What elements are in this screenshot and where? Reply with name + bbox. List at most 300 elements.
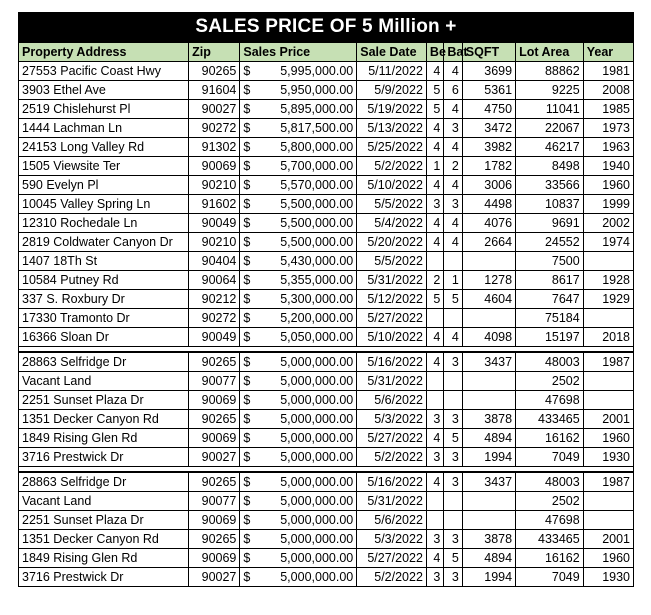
price-amount: 5,000,000.00 [280,449,354,464]
cell-sqft[interactable] [462,511,515,530]
price-amount: 5,995,000.00 [280,63,354,78]
cell-date[interactable]: 5/11/2022 [357,62,427,81]
cell-lot[interactable]: 16162 [516,429,584,448]
cell-beds[interactable] [426,309,443,328]
cell-date[interactable]: 5/16/2022 [357,352,427,372]
cell-year[interactable]: 1960 [583,176,633,195]
price-amount: 5,500,000.00 [280,234,354,249]
cell-price[interactable] [240,176,357,195]
cell-price[interactable] [240,309,357,328]
cell-beds[interactable]: 4 [426,119,443,138]
cell-zip[interactable]: 90272 [189,119,240,138]
table-row [19,62,634,81]
col-header-address[interactable]: Property Address [19,43,189,62]
currency-symbol: $ [243,354,251,369]
cell-price[interactable] [240,100,357,119]
cell-beds[interactable]: 2 [426,271,443,290]
cell-beds[interactable]: 3 [426,448,443,467]
cell-address[interactable]: 1407 18Th St [19,252,189,271]
cell-year[interactable] [583,492,633,511]
cell-sqft[interactable]: 3437 [462,472,515,492]
currency-symbol: $ [243,82,251,97]
cell-zip[interactable]: 90027 [189,100,240,119]
cell-address[interactable]: 1444 Lachman Ln [19,119,189,138]
cell-baths[interactable] [444,511,462,530]
cell-date[interactable]: 5/10/2022 [357,328,427,347]
cell-price[interactable] [240,195,357,214]
cell-zip[interactable]: 90069 [189,429,240,448]
cell-date[interactable]: 5/10/2022 [357,176,427,195]
cell-lot[interactable]: 48003 [516,472,584,492]
currency-symbol: $ [243,272,251,287]
cell-address[interactable]: 1849 Rising Glen Rd [19,429,189,448]
cell-zip[interactable]: 90272 [189,309,240,328]
cell-year[interactable]: 1987 [583,472,633,492]
cell-beds[interactable]: 3 [426,530,443,549]
cell-price[interactable] [240,410,357,429]
currency-symbol: $ [243,139,251,154]
cell-zip[interactable]: 90069 [189,157,240,176]
cell-lot[interactable]: 8617 [516,271,584,290]
col-header-year[interactable]: Year [583,43,633,62]
cell-baths[interactable] [444,492,462,511]
cell-beds[interactable]: 4 [426,549,443,568]
cell-beds[interactable]: 5 [426,100,443,119]
price-amount: 5,000,000.00 [280,411,354,426]
cell-baths[interactable]: 4 [444,138,462,157]
currency-symbol: $ [243,291,251,306]
cell-zip[interactable]: 90404 [189,252,240,271]
cell-lot[interactable]: 2502 [516,372,584,391]
cell-lot[interactable]: 47698 [516,391,584,410]
table-row [19,429,634,448]
cell-address[interactable]: Vacant Land [19,492,189,511]
cell-address[interactable]: 27553 Pacific Coast Hwy [19,62,189,81]
cell-zip[interactable]: 90210 [189,176,240,195]
cell-price[interactable] [240,81,357,100]
price-amount: 5,000,000.00 [280,512,354,527]
cell-lot[interactable]: 7647 [516,290,584,309]
cell-lot[interactable]: 46217 [516,138,584,157]
cell-date[interactable]: 5/20/2022 [357,233,427,252]
cell-lot[interactable]: 2502 [516,492,584,511]
cell-zip[interactable]: 91604 [189,81,240,100]
cell-address[interactable]: 24153 Long Valley Rd [19,138,189,157]
cell-sqft[interactable] [462,252,515,271]
cell-beds[interactable]: 1 [426,157,443,176]
cell-baths[interactable]: 5 [444,429,462,448]
cell-zip[interactable]: 90027 [189,448,240,467]
cell-baths[interactable]: 6 [444,81,462,100]
cell-date[interactable]: 5/27/2022 [357,309,427,328]
cell-address[interactable]: 10584 Putney Rd [19,271,189,290]
cell-year[interactable]: 1973 [583,119,633,138]
cell-date[interactable]: 5/19/2022 [357,100,427,119]
table-row [19,410,634,429]
cell-sqft[interactable]: 3982 [462,138,515,157]
cell-baths[interactable]: 2 [444,157,462,176]
cell-zip[interactable]: 90265 [189,472,240,492]
cell-baths[interactable]: 3 [444,352,462,372]
cell-date[interactable]: 5/2/2022 [357,157,427,176]
cell-zip[interactable]: 90049 [189,214,240,233]
cell-price[interactable] [240,511,357,530]
cell-beds[interactable]: 4 [426,176,443,195]
cell-lot[interactable]: 433465 [516,530,584,549]
cell-date[interactable]: 5/6/2022 [357,511,427,530]
cell-beds[interactable] [426,391,443,410]
cell-lot[interactable]: 22067 [516,119,584,138]
cell-baths[interactable]: 4 [444,62,462,81]
cell-date[interactable]: 5/2/2022 [357,568,427,587]
cell-beds[interactable] [426,511,443,530]
cell-baths[interactable]: 1 [444,271,462,290]
price-amount: 5,500,000.00 [280,196,354,211]
cell-price[interactable] [240,328,357,347]
price-amount: 5,800,000.00 [280,139,354,154]
table-row [19,309,634,328]
col-header-zip[interactable]: Zip [189,43,240,62]
cell-date[interactable]: 5/13/2022 [357,119,427,138]
cell-sqft[interactable]: 3472 [462,119,515,138]
cell-address[interactable]: 1351 Decker Canyon Rd [19,530,189,549]
cell-sqft[interactable] [462,391,515,410]
currency-symbol: $ [243,120,251,135]
cell-price[interactable] [240,271,357,290]
cell-year[interactable] [583,252,633,271]
price-amount: 5,500,000.00 [280,215,354,230]
cell-beds[interactable]: 3 [426,568,443,587]
cell-zip[interactable]: 90027 [189,568,240,587]
currency-symbol: $ [243,531,251,546]
cell-beds[interactable]: 4 [426,214,443,233]
cell-zip[interactable]: 90210 [189,233,240,252]
cell-date[interactable]: 5/31/2022 [357,372,427,391]
cell-sqft[interactable]: 4894 [462,549,515,568]
cell-lot[interactable]: 47698 [516,511,584,530]
cell-sqft[interactable]: 4894 [462,429,515,448]
table-row [19,492,634,511]
cell-year[interactable]: 1930 [583,568,633,587]
cell-price[interactable] [240,157,357,176]
currency-symbol: $ [243,101,251,116]
cell-beds[interactable]: 4 [426,352,443,372]
spreadsheet [18,12,634,587]
price-amount: 5,570,000.00 [280,177,354,192]
currency-symbol: $ [243,493,251,508]
col-header-beds[interactable]: Be [426,43,443,62]
table-row [19,568,634,587]
cell-price[interactable] [240,138,357,157]
cell-year[interactable]: 1999 [583,195,633,214]
cell-beds[interactable]: 4 [426,328,443,347]
cell-year[interactable]: 1929 [583,290,633,309]
cell-address[interactable]: 16366 Sloan Dr [19,328,189,347]
cell-lot[interactable]: 10837 [516,195,584,214]
cell-zip[interactable]: 90069 [189,549,240,568]
table-row [19,252,634,271]
cell-beds[interactable]: 5 [426,290,443,309]
cell-address[interactable]: 590 Evelyn Pl [19,176,189,195]
cell-address[interactable]: 1849 Rising Glen Rd [19,549,189,568]
cell-zip[interactable]: 90077 [189,372,240,391]
cell-baths[interactable] [444,391,462,410]
cell-sqft[interactable]: 2664 [462,233,515,252]
price-amount: 5,050,000.00 [280,329,354,344]
cell-sqft[interactable]: 4604 [462,290,515,309]
col-header-baths[interactable]: Bat [444,43,462,62]
cell-sqft[interactable]: 1994 [462,448,515,467]
cell-address[interactable]: 28863 Selfridge Dr [19,352,189,372]
cell-lot[interactable]: 8498 [516,157,584,176]
cell-price[interactable] [240,119,357,138]
cell-sqft[interactable] [462,492,515,511]
cell-sqft[interactable]: 4750 [462,100,515,119]
cell-zip[interactable]: 90265 [189,530,240,549]
cell-year[interactable]: 1930 [583,448,633,467]
cell-lot[interactable]: 7049 [516,448,584,467]
cell-price[interactable] [240,568,357,587]
price-amount: 5,200,000.00 [280,310,354,325]
cell-date[interactable]: 5/12/2022 [357,290,427,309]
cell-year[interactable]: 1985 [583,100,633,119]
cell-zip[interactable]: 91302 [189,138,240,157]
price-amount: 5,000,000.00 [280,430,354,445]
cell-date[interactable]: 5/9/2022 [357,81,427,100]
cell-beds[interactable]: 3 [426,195,443,214]
cell-address[interactable]: 3716 Prestwick Dr [19,568,189,587]
col-header-sqft[interactable]: SQFT [462,43,515,62]
cell-lot[interactable]: 11041 [516,100,584,119]
cell-lot[interactable]: 7500 [516,252,584,271]
col-header-lot[interactable]: Lot Area [516,43,584,62]
col-header-date[interactable]: Sale Date [357,43,427,62]
cell-baths[interactable] [444,309,462,328]
cell-baths[interactable] [444,252,462,271]
cell-beds[interactable] [426,252,443,271]
currency-symbol: $ [243,512,251,527]
cell-baths[interactable]: 3 [444,472,462,492]
cell-address[interactable]: 3716 Prestwick Dr [19,448,189,467]
price-amount: 5,000,000.00 [280,493,354,508]
price-amount: 5,000,000.00 [280,373,354,388]
cell-zip[interactable]: 90049 [189,328,240,347]
cell-year[interactable]: 1928 [583,271,633,290]
cell-date[interactable]: 5/27/2022 [357,549,427,568]
cell-address[interactable]: 28863 Selfridge Dr [19,472,189,492]
cell-address[interactable]: Vacant Land [19,372,189,391]
table-row [19,391,634,410]
table-row [19,549,634,568]
cell-beds[interactable]: 5 [426,81,443,100]
cell-lot[interactable]: 15197 [516,328,584,347]
cell-lot[interactable]: 75184 [516,309,584,328]
cell-address[interactable]: 1505 Viewsite Ter [19,157,189,176]
cell-price[interactable] [240,391,357,410]
cell-baths[interactable]: 4 [444,214,462,233]
table-row [19,195,634,214]
cell-year[interactable] [583,372,633,391]
cell-year[interactable]: 2001 [583,530,633,549]
currency-symbol: $ [243,177,251,192]
cell-baths[interactable]: 4 [444,100,462,119]
cell-lot[interactable]: 88862 [516,62,584,81]
table-row [19,530,634,549]
cell-address[interactable]: 2251 Sunset Plaza Dr [19,391,189,410]
cell-lot[interactable]: 24552 [516,233,584,252]
cell-price[interactable] [240,290,357,309]
cell-baths[interactable]: 3 [444,410,462,429]
cell-year[interactable]: 1974 [583,233,633,252]
cell-sqft[interactable]: 3878 [462,410,515,429]
cell-zip[interactable]: 90265 [189,410,240,429]
cell-price[interactable] [240,62,357,81]
cell-price[interactable] [240,472,357,492]
cell-address[interactable]: 3903 Ethel Ave [19,81,189,100]
table-row [19,448,634,467]
cell-sqft[interactable]: 4076 [462,214,515,233]
cell-year[interactable]: 1960 [583,429,633,448]
cell-year[interactable] [583,309,633,328]
cell-lot[interactable]: 7049 [516,568,584,587]
cell-date[interactable]: 5/31/2022 [357,271,427,290]
cell-zip[interactable]: 90212 [189,290,240,309]
cell-price[interactable] [240,429,357,448]
cell-zip[interactable]: 90265 [189,62,240,81]
cell-address[interactable]: 1351 Decker Canyon Rd [19,410,189,429]
cell-date[interactable]: 5/4/2022 [357,214,427,233]
cell-address[interactable]: 337 S. Roxbury Dr [19,290,189,309]
col-header-price[interactable]: Sales Price [240,43,357,62]
cell-zip[interactable]: 91602 [189,195,240,214]
cell-address[interactable]: 2251 Sunset Plaza Dr [19,511,189,530]
cell-lot[interactable]: 33566 [516,176,584,195]
currency-symbol: $ [243,430,251,445]
cell-zip[interactable]: 90069 [189,391,240,410]
cell-baths[interactable]: 4 [444,176,462,195]
cell-year[interactable]: 2002 [583,214,633,233]
cell-price[interactable] [240,372,357,391]
table-row [19,100,634,119]
cell-lot[interactable]: 16162 [516,549,584,568]
cell-year[interactable]: 1963 [583,138,633,157]
cell-sqft[interactable]: 4098 [462,328,515,347]
cell-price[interactable] [240,233,357,252]
cell-sqft[interactable] [462,309,515,328]
currency-symbol: $ [243,215,251,230]
cell-beds[interactable]: 4 [426,429,443,448]
cell-price[interactable] [240,530,357,549]
cell-date[interactable]: 5/31/2022 [357,492,427,511]
cell-year[interactable]: 2018 [583,328,633,347]
cell-price[interactable] [240,252,357,271]
cell-year[interactable]: 2008 [583,81,633,100]
cell-lot[interactable]: 48003 [516,352,584,372]
cell-year[interactable]: 1940 [583,157,633,176]
cell-sqft[interactable]: 1782 [462,157,515,176]
price-amount: 5,000,000.00 [280,354,354,369]
cell-address[interactable]: 10045 Valley Spring Ln [19,195,189,214]
cell-date[interactable]: 5/6/2022 [357,391,427,410]
cell-beds[interactable]: 4 [426,62,443,81]
cell-date[interactable]: 5/3/2022 [357,530,427,549]
cell-baths[interactable]: 4 [444,328,462,347]
cell-price[interactable] [240,214,357,233]
cell-beds[interactable]: 4 [426,233,443,252]
cell-year[interactable] [583,511,633,530]
cell-beds[interactable]: 4 [426,472,443,492]
cell-beds[interactable] [426,492,443,511]
cell-beds[interactable] [426,372,443,391]
cell-sqft[interactable]: 3437 [462,352,515,372]
cell-date[interactable]: 5/27/2022 [357,429,427,448]
cell-baths[interactable]: 4 [444,233,462,252]
cell-date[interactable]: 5/16/2022 [357,472,427,492]
cell-lot[interactable]: 9225 [516,81,584,100]
cell-year[interactable]: 1987 [583,352,633,372]
cell-sqft[interactable]: 3006 [462,176,515,195]
cell-year[interactable]: 1981 [583,62,633,81]
cell-sqft[interactable]: 3878 [462,530,515,549]
cell-year[interactable] [583,391,633,410]
cell-year[interactable]: 2001 [583,410,633,429]
cell-price[interactable] [240,448,357,467]
cell-sqft[interactable]: 5361 [462,81,515,100]
cell-sqft[interactable]: 1278 [462,271,515,290]
cell-baths[interactable]: 3 [444,530,462,549]
cell-baths[interactable]: 3 [444,195,462,214]
cell-year[interactable]: 1960 [583,549,633,568]
cell-beds[interactable]: 3 [426,410,443,429]
table-row [19,176,634,195]
header-row [19,43,634,62]
cell-baths[interactable] [444,372,462,391]
cell-zip[interactable]: 90069 [189,511,240,530]
cell-address[interactable]: 17330 Tramonto Dr [19,309,189,328]
table-row [19,352,634,372]
cell-price[interactable] [240,549,357,568]
cell-zip[interactable]: 90064 [189,271,240,290]
cell-zip[interactable]: 90265 [189,352,240,372]
cell-sqft[interactable]: 4498 [462,195,515,214]
cell-baths[interactable]: 3 [444,448,462,467]
cell-beds[interactable]: 4 [426,138,443,157]
cell-sqft[interactable]: 1994 [462,568,515,587]
cell-baths[interactable]: 5 [444,549,462,568]
cell-lot[interactable]: 9691 [516,214,584,233]
cell-sqft[interactable] [462,372,515,391]
cell-baths[interactable]: 3 [444,568,462,587]
cell-baths[interactable]: 3 [444,119,462,138]
sheet-title: SALES PRICE OF 5 Million + [18,12,634,42]
cell-address[interactable]: 2519 Chislehurst Pl [19,100,189,119]
cell-date[interactable]: 5/2/2022 [357,448,427,467]
cell-lot[interactable]: 433465 [516,410,584,429]
cell-price[interactable] [240,492,357,511]
currency-symbol: $ [243,234,251,249]
cell-address[interactable]: 2819 Coldwater Canyon Dr [19,233,189,252]
cell-address[interactable]: 12310 Rochedale Ln [19,214,189,233]
cell-baths[interactable]: 5 [444,290,462,309]
cell-date[interactable]: 5/5/2022 [357,252,427,271]
cell-date[interactable]: 5/25/2022 [357,138,427,157]
table-row [19,372,634,391]
cell-zip[interactable]: 90077 [189,492,240,511]
cell-date[interactable]: 5/5/2022 [357,195,427,214]
cell-date[interactable]: 5/3/2022 [357,410,427,429]
cell-sqft[interactable]: 3699 [462,62,515,81]
cell-price[interactable] [240,352,357,372]
